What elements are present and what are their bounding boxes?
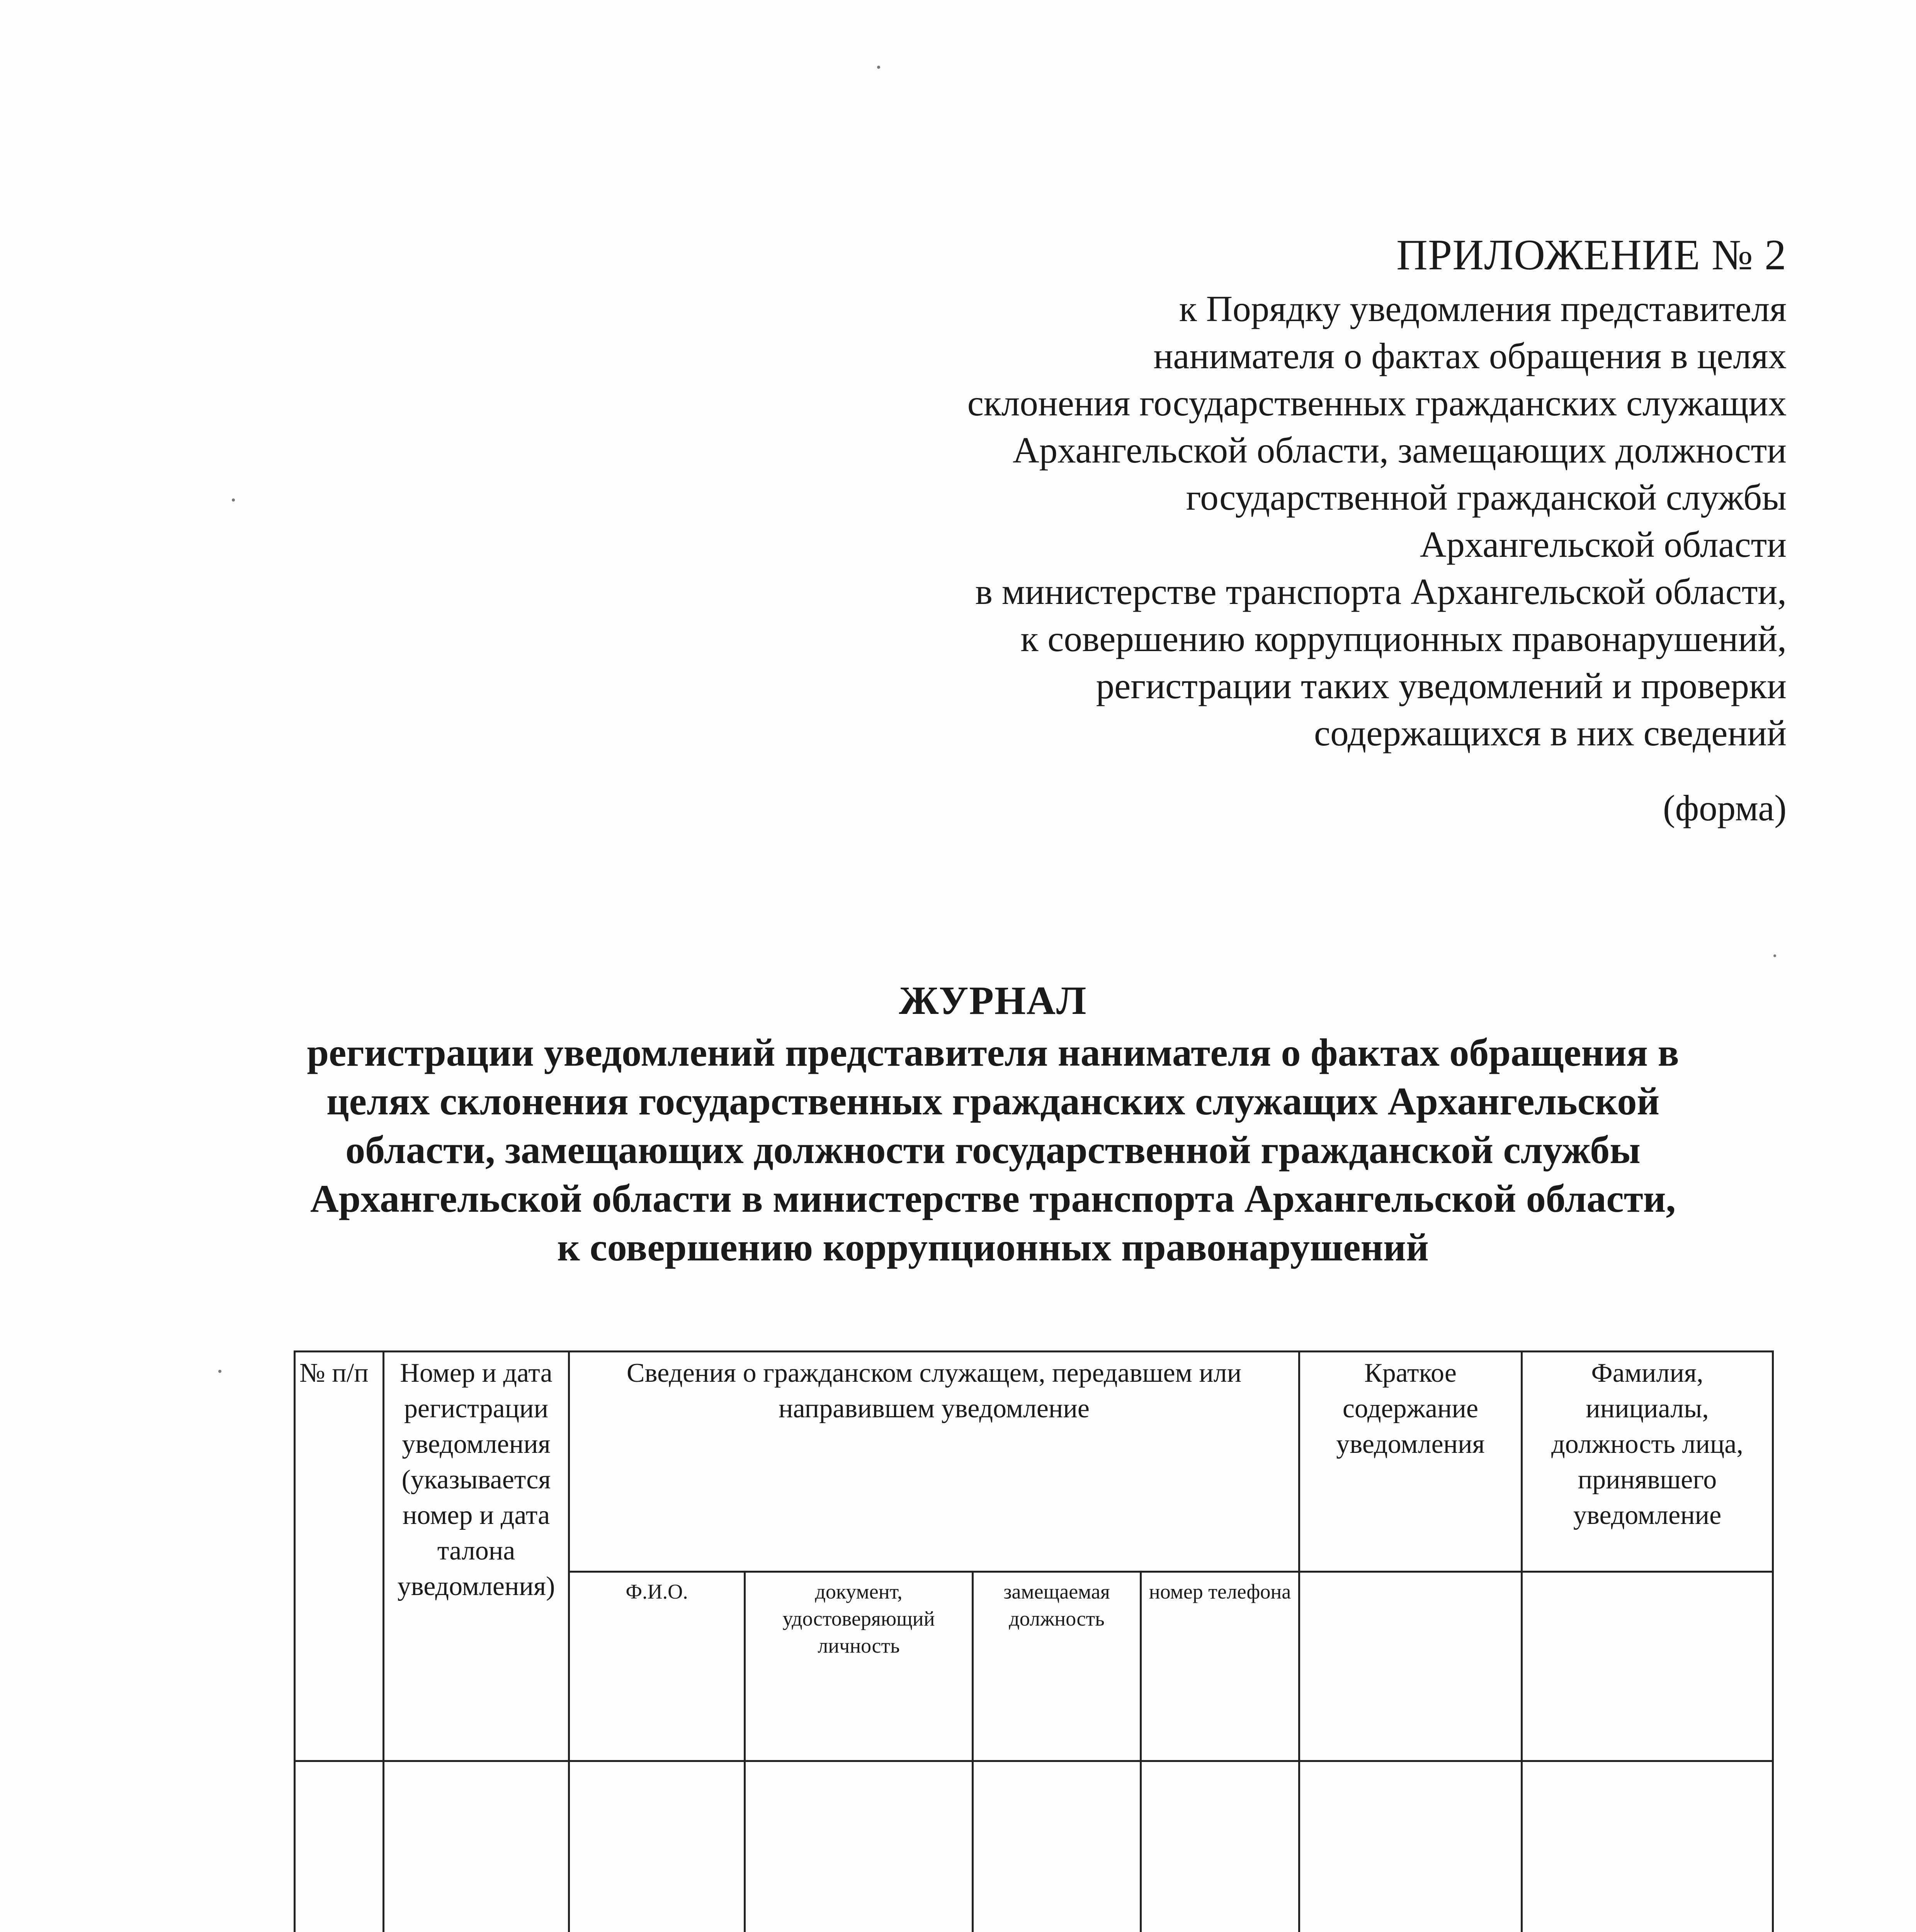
subheader-fio: Ф.И.О. xyxy=(569,1572,745,1761)
appendix-line: к совершению коррупционных правонарушений, xyxy=(1020,618,1787,659)
scan-speck xyxy=(1773,954,1776,957)
table-row xyxy=(295,1761,1773,1932)
appendix-line: в министерстве транспорта Архангельской области, xyxy=(975,571,1787,612)
appendix-header xyxy=(782,228,1787,832)
scan-speck xyxy=(877,66,880,69)
journal-subtitle-line: целях склонения государственных гражданских служащих Архангельской xyxy=(326,1080,1660,1123)
appendix-line: нанимателя о фактах обращения в целях xyxy=(1153,335,1787,376)
header-servant-info: Сведения о гражданском служащем, передавшем или направившем уведомление xyxy=(569,1352,1299,1572)
table-cell xyxy=(1141,1761,1299,1932)
receiver-empty-cell xyxy=(1522,1572,1773,1761)
table-cell xyxy=(295,1761,384,1932)
subheader-document: документ, удостоверяющий личность xyxy=(745,1572,973,1761)
appendix-line: Архангельской области xyxy=(1420,524,1787,565)
table-cell xyxy=(1522,1761,1773,1932)
scan-speck xyxy=(218,1370,221,1373)
appendix-line: содержащихся в них сведений xyxy=(1314,713,1787,753)
appendix-line: Архангельской области, замещающих должности xyxy=(1013,430,1787,471)
journal-heading xyxy=(216,974,1770,1272)
table-cell xyxy=(973,1761,1141,1932)
table-cell xyxy=(1299,1761,1522,1932)
journal-subtitle-line: к совершению коррупционных правонарушений xyxy=(557,1226,1429,1269)
summary-empty-cell xyxy=(1299,1572,1522,1761)
appendix-line: склонения государственных гражданских служащих xyxy=(967,383,1787,423)
scan-speck xyxy=(232,498,235,502)
header-registration: Номер и дата регистрации уведомления (указывается номер и дата талона уведомления) xyxy=(384,1352,569,1761)
form-label: (форма) xyxy=(1663,787,1787,828)
journal-subtitle-line: регистрации уведомлений представителя нанимателя о фактах обращения в xyxy=(307,1031,1679,1075)
journal-subtitle-line: Архангельской области в министерстве транспорта Архангельской области, xyxy=(310,1177,1676,1221)
registration-table xyxy=(294,1350,1774,1932)
header-number: № п/п xyxy=(295,1352,384,1761)
header-receiver: Фамилия, инициалы, должность лица, принявшего уведомление xyxy=(1522,1352,1773,1572)
appendix-line: к Порядку уведомления представителя xyxy=(1179,288,1787,329)
table-cell xyxy=(384,1761,569,1932)
header-summary: Краткое содержание уведомления xyxy=(1299,1352,1522,1572)
table-cell xyxy=(745,1761,973,1932)
subheader-position: замещаемая должность xyxy=(973,1572,1141,1761)
table-cell xyxy=(569,1761,745,1932)
appendix-line: государственной гражданской службы xyxy=(1186,477,1787,518)
journal-subtitle-line: области, замещающих должности государственной гражданской службы xyxy=(345,1128,1641,1172)
appendix-line: регистрации таких уведомлений и проверки xyxy=(1096,665,1787,706)
journal-title: ЖУРНАЛ xyxy=(899,978,1087,1023)
subheader-phone: номер телефона xyxy=(1141,1572,1299,1761)
appendix-title: ПРИЛОЖЕНИЕ № 2 xyxy=(1396,231,1787,279)
